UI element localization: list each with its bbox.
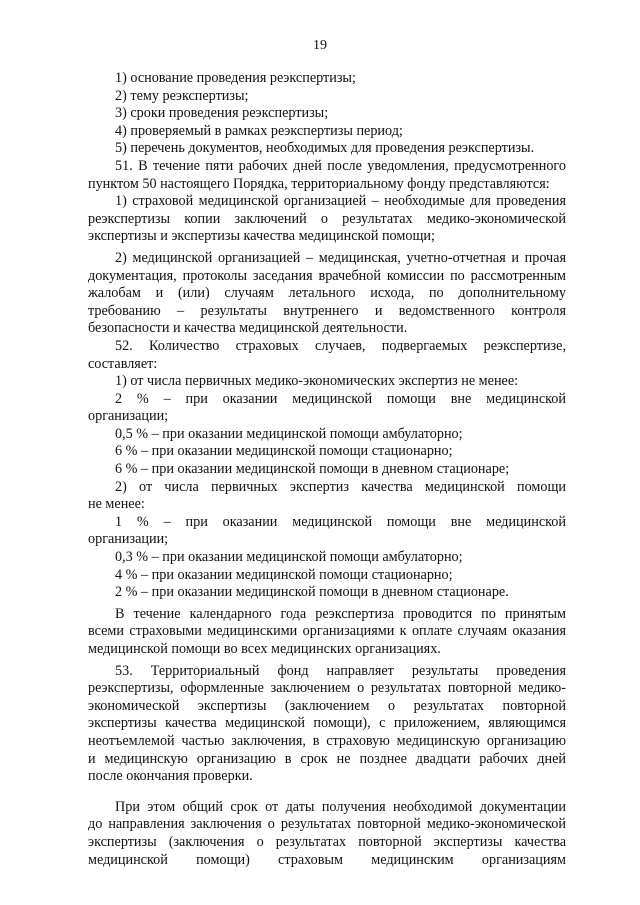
- text-line: 51. В течение пяти рабочих дней после уведомления, предусмотренного: [115, 157, 566, 174]
- text-line: безопасности и качества медицинской деятельности.: [88, 320, 408, 337]
- paragraph-52-end: [88, 606, 566, 659]
- text-line: и медицинскую организацию в срок не позднее двадцати рабочих дней: [88, 750, 566, 767]
- list-item: 0,3 % – при оказании медицинской помощи амбулаторно;: [115, 549, 463, 566]
- text-line: пунктом 50 настоящего Порядка, территориальному фонду представляются:: [88, 175, 550, 192]
- document-body: [88, 70, 566, 869]
- text-line: составляет:: [88, 355, 158, 372]
- paragraph-51-1: [88, 193, 566, 246]
- page-number: 19: [313, 38, 327, 53]
- list-item: 1) от числа первичных медико-экономических экспертиз не менее:: [115, 373, 519, 390]
- list-item: 6 % – при оказании медицинской помощи стационарно;: [115, 443, 453, 460]
- list-item: 6 % – при оказании медицинской помощи в дневном стационаре;: [115, 461, 510, 478]
- text-line: экспертизы и экспертизы качества медицинской помощи;: [88, 228, 435, 245]
- text-line: экспертизы качества медицинской помощи), с приложением, являющимся: [88, 715, 566, 732]
- text-line: 52. Количество страховых случаев, подвергаемых реэкспертизе,: [115, 337, 566, 354]
- paragraph-52: [88, 338, 566, 373]
- text-line: В течение календарного года реэкспертиза проводится по принятым: [115, 605, 566, 622]
- text-line: При этом общий срок от даты получения необходимой документации: [115, 798, 566, 815]
- text-line: 53. Территориальный фонд направляет результаты проведения: [115, 662, 566, 679]
- text-line: реэкспертизы копии заключений о результатах медико-экономической: [88, 210, 566, 227]
- list-item: 2) тему реэкспертизы;: [115, 87, 249, 104]
- text-line: 2) от числа первичных экспертиз качества медицинской помощи: [115, 478, 566, 495]
- text-line: не менее:: [88, 496, 145, 513]
- text-line: экспертизы (заключения о результатах повторной экспертизы качества: [88, 833, 566, 850]
- text-line: реэкспертизы, оформленные заключением о результатах повторной медико-: [88, 680, 566, 697]
- list-item: 4 % – при оказании медицинской помощи стационарно;: [115, 566, 453, 583]
- text-line: экономической экспертизы (заключением о результатах повторной: [88, 697, 566, 714]
- text-line: 2) медицинской организацией – медицинская, учетно-отчетная и прочая: [115, 249, 566, 266]
- text-line: документация, протоколы заседания врачебной комиссии по рассмотренным: [88, 267, 566, 284]
- text-line: 1 % – при оказании медицинской помощи вне медицинской: [115, 513, 566, 530]
- text-line: требованию – результаты внутреннего и ведомственного контроля: [88, 302, 566, 319]
- list-item: 2 % – при оказании медицинской помощи в дневном стационаре.: [115, 584, 509, 601]
- paragraph-53: [88, 663, 566, 786]
- list-item: 5) перечень документов, необходимых для проведения реэкспертизы.: [115, 140, 535, 157]
- paragraph-51-2: [88, 250, 566, 338]
- text-line: 2 % – при оказании медицинской помощи вне медицинской: [115, 390, 566, 407]
- text-line: 1) страховой медицинской организацией – необходимые для проведения: [115, 193, 566, 210]
- paragraph-52-2: [88, 479, 566, 514]
- text-line: медицинской помощи во всех медицинских организациях.: [88, 641, 441, 657]
- text-line: до направления заключения о результатах повторной медико-экономической: [88, 816, 566, 833]
- text-line: неотъемлемой частью заключения, в страховую медицинскую организацию: [88, 732, 566, 749]
- text-line: организации;: [88, 408, 169, 425]
- list-item: 0,5 % – при оказании медицинской помощи амбулаторно;: [115, 425, 463, 442]
- paragraph-51: [88, 158, 566, 193]
- text-line: после окончания проверки.: [88, 768, 253, 785]
- text-line: медицинской помощи) страховым медицинским организациям: [88, 851, 566, 868]
- paragraph-final: [88, 799, 566, 869]
- list-item: 4) проверяемый в рамках реэкспертизы период;: [115, 122, 403, 139]
- list-item: 3) сроки проведения реэкспертизы;: [115, 105, 329, 122]
- text-line: жалобам и (или) случаям летального исхода, по дополнительному: [88, 285, 566, 302]
- reexpertise-items-list: [88, 70, 566, 158]
- text-line: всеми страховыми медицинскими организациями к оплате случаям оказания: [88, 623, 566, 640]
- text-line: организации;: [88, 531, 169, 548]
- paragraph-52-1a: [88, 391, 566, 426]
- list-item: 1) основание проведения реэкспертизы;: [115, 70, 356, 86]
- paragraph-52-2a: [88, 514, 566, 549]
